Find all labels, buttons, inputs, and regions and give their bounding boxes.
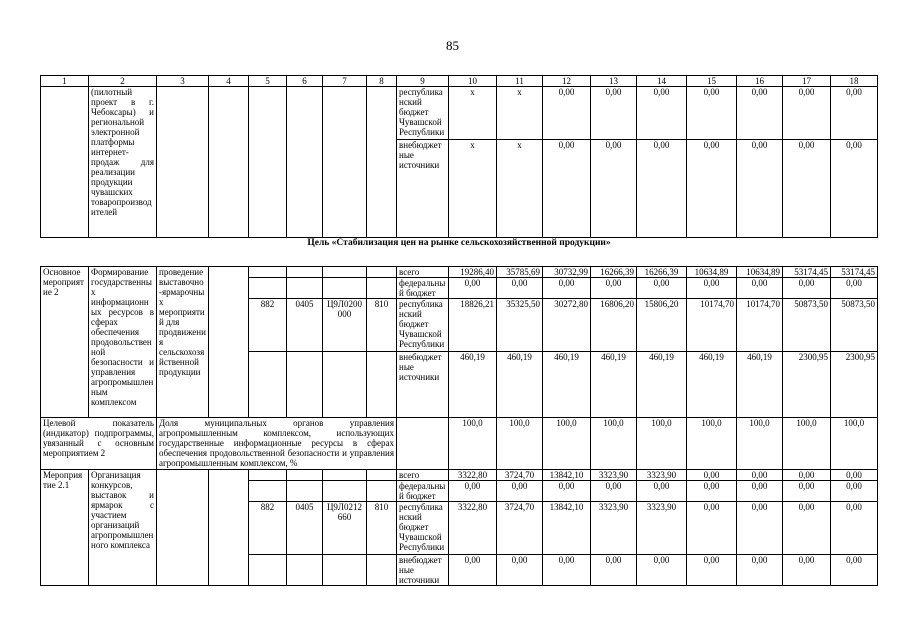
column-number: 1 <box>41 76 89 87</box>
table-cell: 460,19 <box>687 352 737 418</box>
table-cell: 0,00 <box>497 555 543 586</box>
table-cell: 0,00 <box>591 481 637 502</box>
table-cell: 0,00 <box>687 470 737 481</box>
column-number: 14 <box>637 76 687 87</box>
table-cell: 0,00 <box>637 481 687 502</box>
table-cell: 100,0 <box>543 418 591 470</box>
table-cell: 0,00 <box>591 140 637 238</box>
code-rz: 0405 <box>287 299 323 352</box>
table-cell: 0,00 <box>591 278 637 299</box>
indicator-text: Доля муниципальных органов управления агропромышленным комплексом, использующих государственные информационные ресурсы в сферах обеспечения продовольственной безопасности и управления агропромышленным комплексом, % <box>157 418 397 470</box>
table-cell: 460,19 <box>449 352 497 418</box>
table-cell: 0,00 <box>831 278 878 299</box>
code-rz: 0405 <box>287 502 323 555</box>
column-number: 11 <box>497 76 543 87</box>
column-number: 2 <box>89 76 157 87</box>
table-cell: 0,00 <box>449 555 497 586</box>
table-cell: 0,00 <box>449 481 497 502</box>
table-cell: 0,00 <box>687 555 737 586</box>
table-cell: 3323,90 <box>637 470 687 481</box>
table-cell: 16806,20 <box>591 299 637 352</box>
table-cell: x <box>449 140 497 238</box>
funding-source: федеральный бюджет <box>397 278 449 299</box>
code-grbs: 882 <box>249 502 287 555</box>
table-cell: 0,00 <box>737 502 783 555</box>
table-cell: 0,00 <box>543 140 591 238</box>
table-cell: 0,00 <box>737 278 783 299</box>
table-cell: 13842,10 <box>543 502 591 555</box>
table-cell: 50873,50 <box>783 299 831 352</box>
table-cell: 18826,21 <box>449 299 497 352</box>
funding-source: республиканский бюджет Чувашской Республики <box>397 87 449 140</box>
table-cell: 0,00 <box>449 278 497 299</box>
table-cell: x <box>497 140 543 238</box>
table-cell: 2300,95 <box>783 352 831 418</box>
table-cell: 3724,70 <box>497 502 543 555</box>
table-cell: 0,00 <box>831 140 878 238</box>
table-cell: 0,00 <box>831 555 878 586</box>
table-cell: 2300,95 <box>831 352 878 418</box>
table-cell: 0,00 <box>783 278 831 299</box>
measure-goal: проведение выставочно-ярмарочных мероприятий для продвижения сельскохозяйственной продукции <box>157 267 209 418</box>
table-cell: 10174,70 <box>737 299 783 352</box>
table-cell: 50873,50 <box>831 299 878 352</box>
table-cell: 0,00 <box>783 87 831 140</box>
measure-type: Основное мероприятие 2 <box>41 267 89 418</box>
table-cell: 0,00 <box>687 87 737 140</box>
column-number: 4 <box>209 76 249 87</box>
table-cell: 3724,70 <box>497 470 543 481</box>
funding-source: внебюджетные источники <box>397 140 449 238</box>
column-number: 5 <box>249 76 287 87</box>
table-cell: 0,00 <box>687 140 737 238</box>
table-row <box>41 470 878 481</box>
table-cell: 0,00 <box>497 278 543 299</box>
code-csr: Ц9Л0212660 <box>323 502 367 555</box>
funding-source: республиканский бюджет Чувашской Республики <box>397 502 449 555</box>
table-cell: 100,0 <box>831 418 878 470</box>
table-cell: 100,0 <box>449 418 497 470</box>
column-number: 6 <box>287 76 323 87</box>
column-number: 10 <box>449 76 497 87</box>
table-cell: 0,00 <box>637 555 687 586</box>
code-csr: Ц9Л0200000 <box>323 299 367 352</box>
goal-row <box>41 238 878 267</box>
table-cell: 0,00 <box>783 481 831 502</box>
column-number: 7 <box>323 76 367 87</box>
table-cell: 0,00 <box>637 278 687 299</box>
table-cell: 0,00 <box>591 87 637 140</box>
column-number-row <box>41 76 878 87</box>
indicator-row <box>41 418 878 470</box>
table-cell: 30272,80 <box>543 299 591 352</box>
table-cell: 0,00 <box>497 481 543 502</box>
table-cell: 0,00 <box>831 502 878 555</box>
table-cell: 100,0 <box>591 418 637 470</box>
measure-name: Формирование государственных информационных ресурсов в сферах обеспечения продовольственной безопасности и управления агропромышленным комплексом <box>89 267 157 418</box>
table-cell: 0,00 <box>737 470 783 481</box>
table-cell: 13842,10 <box>543 470 591 481</box>
table-cell: 3322,80 <box>449 502 497 555</box>
table-cell: 0,00 <box>637 140 687 238</box>
funding-source: республиканский бюджет Чувашской Республики <box>397 299 449 352</box>
table-cell: x <box>449 87 497 140</box>
table-row <box>41 87 878 140</box>
measure-name: (пилотный проект в г. Чебоксары) и региональной электронной платформы интернет-продаж для реализации продукции чувашских товаропроизводителей <box>89 87 157 238</box>
column-number: 13 <box>591 76 637 87</box>
table-cell: 0,00 <box>687 481 737 502</box>
table-cell: 3322,80 <box>449 470 497 481</box>
table-cell: 10634,89 <box>737 267 783 278</box>
code-grbs: 882 <box>249 299 287 352</box>
table-cell: 0,00 <box>737 555 783 586</box>
table-cell: 0,00 <box>687 278 737 299</box>
table-cell: 0,00 <box>737 140 783 238</box>
table-cell: 0,00 <box>737 87 783 140</box>
column-number: 3 <box>157 76 209 87</box>
table-cell: 460,19 <box>737 352 783 418</box>
table-cell: 3323,90 <box>591 502 637 555</box>
table-cell: 0,00 <box>687 502 737 555</box>
table-cell: 460,19 <box>591 352 637 418</box>
table-cell: 0,00 <box>783 502 831 555</box>
funding-source: всего <box>397 267 449 278</box>
table-cell: 16266,39 <box>591 267 637 278</box>
indicator-label: Целевой показатель (индикатор) подпрограммы, увязанный с основным мероприятием 2 <box>41 418 157 470</box>
column-number: 17 <box>783 76 831 87</box>
column-number: 12 <box>543 76 591 87</box>
table-cell: 100,0 <box>687 418 737 470</box>
table-cell: 16266,39 <box>637 267 687 278</box>
table-cell: 100,0 <box>637 418 687 470</box>
funding-source: всего <box>397 470 449 481</box>
table-cell: 0,00 <box>543 87 591 140</box>
table-cell: 19286,40 <box>449 267 497 278</box>
table-cell: 0,00 <box>543 278 591 299</box>
table-cell: 0,00 <box>543 555 591 586</box>
goal-heading: Цель «Стабилизация цен на рынке сельскохозяйственной продукции» <box>41 238 878 267</box>
table-cell: 10174,70 <box>687 299 737 352</box>
table-cell: 53174,45 <box>831 267 878 278</box>
measure-name: Организация конкурсов, выставок и ярмарок с участием организаций агропромышленного комплекса <box>89 470 157 586</box>
budget-table <box>40 75 878 586</box>
table-cell: 100,0 <box>737 418 783 470</box>
table-cell: 10634,89 <box>687 267 737 278</box>
table-cell: 0,00 <box>831 470 878 481</box>
table-cell: 0,00 <box>543 481 591 502</box>
funding-source: внебюджетные источники <box>397 352 449 418</box>
table-cell: 15806,20 <box>637 299 687 352</box>
table-cell: 460,19 <box>543 352 591 418</box>
table-cell: 0,00 <box>737 481 783 502</box>
column-number: 15 <box>687 76 737 87</box>
column-number: 16 <box>737 76 783 87</box>
table-cell: 460,19 <box>497 352 543 418</box>
table-cell: 3323,90 <box>637 502 687 555</box>
table-cell: 3323,90 <box>591 470 637 481</box>
measure-type: Мероприятие 2.1 <box>41 470 89 586</box>
code-vr: 810 <box>367 502 397 555</box>
table-cell: 0,00 <box>591 555 637 586</box>
table-cell: 0,00 <box>783 470 831 481</box>
table-cell: 460,19 <box>637 352 687 418</box>
page-number: 85 <box>446 38 459 53</box>
code-vr: 810 <box>367 299 397 352</box>
table-cell: 35785,69 <box>497 267 543 278</box>
table-cell: x <box>497 87 543 140</box>
table-cell: 100,0 <box>497 418 543 470</box>
table-cell: 0,00 <box>831 87 878 140</box>
table-cell: 53174,45 <box>783 267 831 278</box>
column-number: 18 <box>831 76 878 87</box>
table-cell: 0,00 <box>783 140 831 238</box>
funding-source: федеральный бюджет <box>397 481 449 502</box>
table-row <box>41 267 878 278</box>
column-number: 9 <box>397 76 449 87</box>
table-cell: 100,0 <box>783 418 831 470</box>
funding-source: внебюджетные источники <box>397 555 449 586</box>
table-cell: 35325,50 <box>497 299 543 352</box>
table-cell: 0,00 <box>783 555 831 586</box>
table-cell: 0,00 <box>831 481 878 502</box>
table-cell: 0,00 <box>637 87 687 140</box>
column-number: 8 <box>367 76 397 87</box>
table-cell: 30732,99 <box>543 267 591 278</box>
